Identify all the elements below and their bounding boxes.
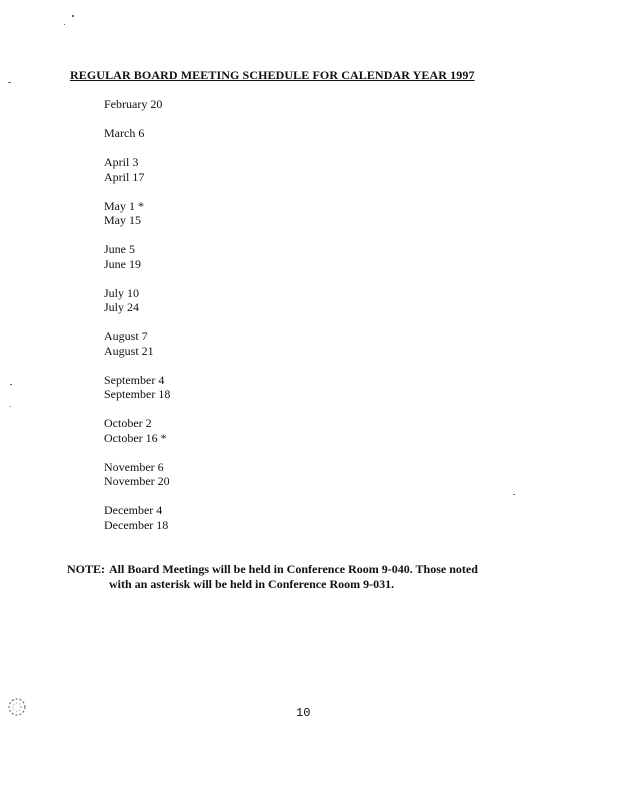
month-group-february xyxy=(104,97,170,112)
month-group-april xyxy=(104,155,170,184)
meeting-date: September 18 xyxy=(104,387,171,401)
meeting-date: December 4 xyxy=(104,503,163,517)
page-title: REGULAR BOARD MEETING SCHEDULE FOR CALENDAR YEAR 1997 xyxy=(70,68,475,82)
scan-speck xyxy=(8,82,11,83)
page-number: 10 xyxy=(296,706,311,720)
meeting-date: August 7 xyxy=(104,329,148,343)
scan-speck xyxy=(72,15,74,17)
meeting-date: April 17 xyxy=(104,169,145,184)
note-block xyxy=(67,562,478,592)
meeting-date: September 4 xyxy=(104,372,165,387)
meeting-date: November 6 xyxy=(104,459,164,474)
meeting-date: August 21 xyxy=(104,343,154,358)
month-group-october xyxy=(104,416,170,445)
note-line-1 xyxy=(67,562,478,577)
month-group-november xyxy=(104,460,170,489)
month-group-december xyxy=(104,503,170,532)
meeting-date: May 1 * xyxy=(104,198,144,213)
meeting-date: May 15 xyxy=(104,213,141,227)
month-group-may xyxy=(104,199,170,228)
scan-stamp-mark xyxy=(6,696,28,718)
meeting-date: July 10 xyxy=(104,285,140,300)
meeting-date: December 18 xyxy=(104,517,169,532)
month-group-july xyxy=(104,286,170,315)
meeting-date: June 5 xyxy=(104,242,135,256)
note-line-2: with an asterisk will be held in Conference Room 9-031. xyxy=(109,577,395,591)
meeting-date: October 16 * xyxy=(104,430,167,445)
month-group-august xyxy=(104,329,170,358)
meeting-date: October 2 xyxy=(104,416,152,430)
scan-speck xyxy=(513,494,515,495)
meeting-date: November 20 xyxy=(104,474,170,488)
scan-speck xyxy=(10,406,11,407)
month-group-june xyxy=(104,242,170,271)
meeting-date: April 3 xyxy=(104,155,139,169)
scan-speck xyxy=(64,24,65,25)
meeting-date: June 19 xyxy=(104,256,141,271)
note-label: NOTE: xyxy=(67,562,106,576)
meeting-date: July 24 xyxy=(104,300,140,314)
month-group-september xyxy=(104,373,170,402)
note-text-1: All Board Meetings will be held in Conference Room 9-040. Those noted xyxy=(109,562,478,576)
meeting-date: February 20 xyxy=(104,97,163,111)
meeting-date: March 6 xyxy=(104,126,145,140)
scan-speck xyxy=(10,384,12,385)
month-group-march xyxy=(104,126,170,141)
meeting-schedule-list xyxy=(104,97,170,547)
